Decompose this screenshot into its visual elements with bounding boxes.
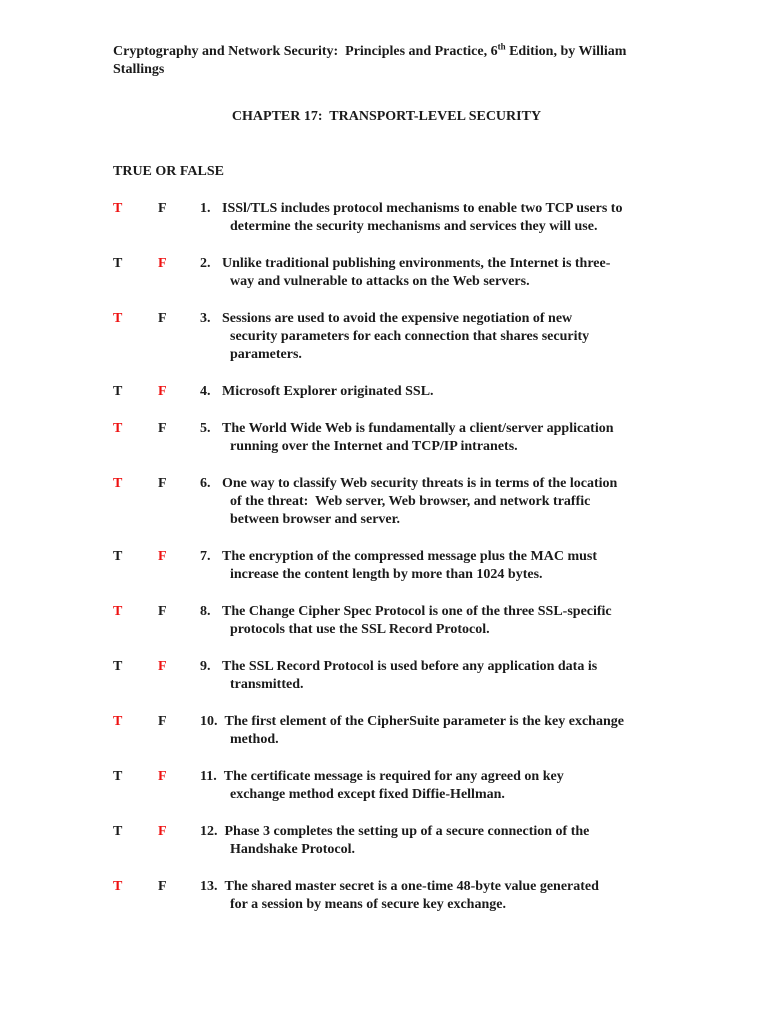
question-text: The shared master secret is a one-time 48-byte value generated	[224, 879, 599, 894]
question-list	[113, 200, 660, 914]
false-option: F	[158, 421, 167, 436]
false-option: F	[158, 384, 167, 399]
question-row	[113, 475, 660, 529]
question-body	[200, 200, 660, 236]
question-line	[200, 658, 660, 676]
question-line: transmitted.	[230, 677, 304, 692]
question-body	[200, 255, 660, 291]
true-option: T	[113, 421, 123, 436]
question-row	[113, 255, 660, 291]
true-option: T	[113, 256, 123, 271]
question-number: 11.	[200, 769, 217, 784]
question-number: 1.	[200, 201, 211, 216]
question-line: security parameters for each connection that shares security	[230, 329, 590, 344]
question-line: of the threat: Web server, Web browser, and network traffic	[230, 494, 591, 509]
document-title-text: Cryptography and Network Security: Principles and Practice, 6	[113, 44, 498, 59]
question-line	[200, 383, 660, 401]
edition-superscript: th	[497, 41, 506, 52]
question-line	[200, 255, 660, 273]
true-option: T	[113, 476, 123, 491]
question-line	[200, 768, 660, 786]
question-text: One way to classify Web security threats is in terms of the location	[222, 476, 618, 491]
true-option: T	[113, 604, 123, 619]
question-body	[200, 475, 660, 529]
question-number: 10.	[200, 714, 218, 729]
question-text: The SSL Record Protocol is used before any application data is	[222, 659, 598, 674]
true-option: T	[113, 201, 123, 216]
question-text: The World Wide Web is fundamentally a client/server application	[222, 421, 614, 436]
document-title-line-1	[113, 43, 660, 61]
question-number: 3.	[200, 311, 211, 326]
true-option: T	[113, 549, 123, 564]
question-body	[200, 603, 660, 639]
question-text: Unlike traditional publishing environments, the Internet is three-	[222, 256, 611, 271]
question-row	[113, 658, 660, 694]
false-option: F	[158, 256, 167, 271]
true-option: T	[113, 384, 123, 399]
question-row	[113, 200, 660, 236]
true-option: T	[113, 714, 123, 729]
question-text: Sessions are used to avoid the expensive negotiation of new	[222, 311, 573, 326]
true-option: T	[113, 659, 123, 674]
question-body	[200, 823, 660, 859]
question-line: determine the security mechanisms and services they will use.	[230, 219, 598, 234]
question-number: 4.	[200, 384, 211, 399]
false-option: F	[158, 659, 167, 674]
question-line: for a session by means of secure key exchange.	[230, 897, 506, 912]
question-body	[200, 713, 660, 749]
question-line	[200, 713, 660, 731]
false-option: F	[158, 201, 167, 216]
false-option: F	[158, 879, 167, 894]
question-text: ISSl/TLS includes protocol mechanisms to enable two TCP users to	[222, 201, 623, 216]
question-line	[200, 823, 660, 841]
chapter-title: CHAPTER 17: TRANSPORT-LEVEL SECURITY	[231, 109, 542, 124]
question-text: The encryption of the compressed message plus the MAC must	[222, 549, 597, 564]
question-number: 6.	[200, 476, 211, 491]
question-line: Handshake Protocol.	[230, 842, 355, 857]
document-title-line-2: Stallings	[113, 62, 165, 77]
question-line: way and vulnerable to attacks on the Web servers.	[230, 274, 530, 289]
false-option: F	[158, 769, 167, 784]
question-line	[200, 420, 660, 438]
question-row	[113, 603, 660, 639]
question-number: 13.	[200, 879, 218, 894]
question-line	[200, 603, 660, 621]
question-line	[200, 475, 660, 493]
false-option: F	[158, 824, 167, 839]
question-line: between browser and server.	[230, 512, 401, 527]
question-line: parameters.	[230, 347, 302, 362]
question-line: protocols that use the SSL Record Protocol.	[230, 622, 490, 637]
question-line	[200, 878, 660, 896]
question-body	[200, 548, 660, 584]
document-title-text-cont: Edition, by William	[505, 44, 627, 59]
question-row	[113, 823, 660, 859]
true-option: T	[113, 824, 123, 839]
question-body	[200, 420, 660, 456]
false-option: F	[158, 549, 167, 564]
question-body	[200, 310, 660, 364]
false-option: F	[158, 714, 167, 729]
question-row	[113, 768, 660, 804]
question-body	[200, 878, 660, 914]
question-line	[200, 548, 660, 566]
false-option: F	[158, 476, 167, 491]
false-option: F	[158, 604, 167, 619]
section-heading: TRUE OR FALSE	[113, 164, 224, 179]
true-option: T	[113, 879, 123, 894]
question-line: increase the content length by more than 1024 bytes.	[230, 567, 543, 582]
question-line: exchange method except fixed Diffie-Hellman.	[230, 787, 505, 802]
question-line: running over the Internet and TCP/IP intranets.	[230, 439, 518, 454]
question-text: The certificate message is required for any agreed on key	[223, 769, 564, 784]
question-number: 12.	[200, 824, 218, 839]
question-line: method.	[230, 732, 279, 747]
question-number: 2.	[200, 256, 211, 271]
question-row	[113, 713, 660, 749]
question-body	[200, 658, 660, 694]
document-title	[113, 43, 660, 79]
question-row	[113, 878, 660, 914]
question-line	[200, 310, 660, 328]
true-option: T	[113, 311, 123, 326]
true-option: T	[113, 769, 123, 784]
question-text: The Change Cipher Spec Protocol is one of the three SSL-specific	[222, 604, 612, 619]
question-number: 5.	[200, 421, 211, 436]
question-row	[113, 310, 660, 364]
question-number: 9.	[200, 659, 211, 674]
question-number: 7.	[200, 549, 211, 564]
question-number: 8.	[200, 604, 211, 619]
question-row	[113, 383, 660, 401]
question-text: The first element of the CipherSuite parameter is the key exchange	[224, 714, 624, 729]
question-text: Microsoft Explorer originated SSL.	[222, 384, 434, 399]
question-row	[113, 548, 660, 584]
question-body	[200, 383, 660, 401]
question-line	[200, 200, 660, 218]
question-body	[200, 768, 660, 804]
false-option: F	[158, 311, 167, 326]
question-text: Phase 3 completes the setting up of a secure connection of the	[224, 824, 590, 839]
question-row	[113, 420, 660, 456]
